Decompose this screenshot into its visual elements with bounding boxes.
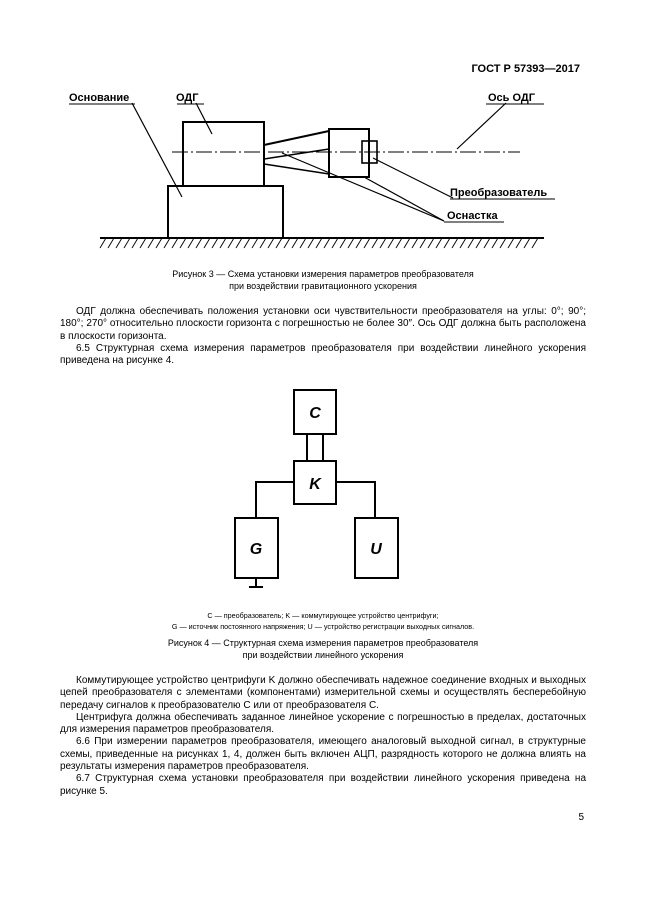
hatch-stroke [524, 238, 530, 248]
hatch-stroke [252, 238, 258, 248]
hatch-stroke [148, 238, 154, 248]
hatch-stroke [436, 238, 442, 248]
converter-leader [373, 158, 453, 198]
legend-line1: C — преобразователь; K — коммутирующее устройство центрифуги; [207, 611, 439, 620]
hatch-stroke [364, 238, 370, 248]
hatch-stroke [284, 238, 290, 248]
figure-4-diagram [0, 380, 646, 600]
hatch-stroke [468, 238, 474, 248]
hatch-stroke [348, 238, 354, 248]
fixture-line-top [264, 131, 329, 145]
link-k-g [256, 482, 294, 518]
hatch-stroke [412, 238, 418, 248]
hatch-stroke [340, 238, 346, 248]
ground-hatching [100, 238, 538, 248]
hatch-stroke [316, 238, 322, 248]
hatch-stroke [172, 238, 178, 248]
legend-line2: G — источник постоянного напряжения; U — устройство регистрации выходных сигналов. [171, 622, 475, 631]
hatch-stroke [212, 238, 218, 248]
hatch-stroke [372, 238, 378, 248]
hatch-stroke [164, 238, 170, 248]
hatch-stroke [356, 238, 362, 248]
standard-header: ГОСТ Р 57393—2017 [471, 63, 580, 75]
figure-3-caption [0, 268, 646, 292]
axis-label: Ось ОДГ [488, 92, 535, 104]
hatch-stroke [532, 238, 538, 248]
hatch-stroke [308, 238, 314, 248]
odg-leader [196, 103, 212, 134]
figure-4-legend [0, 610, 646, 632]
odg-label: ОДГ [176, 92, 199, 104]
base-label: Основание [69, 92, 130, 104]
hatch-stroke [500, 238, 506, 248]
hatch-stroke [476, 238, 482, 248]
hatch-stroke [324, 238, 330, 248]
hatch-stroke [140, 238, 146, 248]
hatch-stroke [516, 238, 522, 248]
fixture-block [329, 129, 369, 177]
paragraph: 6.5 Структурная схема измерения параметров преобразователя при воздействии линейного ускорения приведена на рисунке 4. [60, 342, 586, 367]
hatch-stroke [428, 238, 434, 248]
hatch-stroke [156, 238, 162, 248]
paragraph: ОДГ должна обеспечивать положения установки оси чувствительности преобразователя на углы: 0°; 90°; 180°; 270° относительно плоскости горизонта с погрешностью не более 30″. Ось ОДГ должна быть расположена в плоскости горизонта. [60, 306, 586, 342]
text-block-1 [60, 306, 586, 367]
base-leader [132, 103, 182, 197]
paragraph: 6.7 Структурная схема установки преобразователя при воздействии линейного ускорения приведена на рисунке 5. [60, 773, 586, 797]
block-g-label: G [249, 541, 263, 558]
figure-4-caption-line1: Рисунок 4 — Структурная схема измерения параметров преобразователя [167, 638, 479, 648]
hatch-stroke [260, 238, 266, 248]
hatch-stroke [244, 238, 250, 248]
fixture-label: Оснастка [447, 210, 498, 222]
fixture-leader-1 [364, 177, 444, 221]
hatch-stroke [460, 238, 466, 248]
axis-leader [457, 103, 506, 149]
text-block-2 [60, 675, 586, 798]
figure-4-caption [0, 637, 646, 661]
paragraph: Центрифуга должна обеспечивать заданное линейное ускорение с погрешностью в пределах, достаточных для измерения параметров преобразователя. [60, 711, 586, 736]
figure-4-caption-line2: при воздействии линейного ускорения [242, 650, 404, 660]
hatch-stroke [380, 238, 386, 248]
hatch-stroke [404, 238, 410, 248]
hatch-stroke [124, 238, 130, 248]
hatch-stroke [276, 238, 282, 248]
hatch-stroke [484, 238, 490, 248]
hatch-stroke [180, 238, 186, 248]
hatch-stroke [508, 238, 514, 248]
hatch-stroke [228, 238, 234, 248]
hatch-stroke [100, 238, 106, 248]
hatch-stroke [188, 238, 194, 248]
block-k-label: K [309, 476, 321, 493]
hatch-stroke [332, 238, 338, 248]
hatch-stroke [420, 238, 426, 248]
block-u-label: U [370, 541, 382, 558]
hatch-stroke [292, 238, 298, 248]
fixture-line-mid [264, 149, 329, 159]
hatch-stroke [268, 238, 274, 248]
hatch-stroke [300, 238, 306, 248]
hatch-stroke [396, 238, 402, 248]
paragraph: 6.6 При измерении параметров преобразователя, имеющего аналоговый выходной сигнал, в структурные схемы, приведенные на рисунках 1, 4, должен быть включен АЦП, разрядность которого не должна влиять на результаты измерения параметров преобразователя. [60, 736, 586, 773]
hatch-stroke [236, 238, 242, 248]
hatch-stroke [204, 238, 210, 248]
hatch-stroke [116, 238, 122, 248]
hatch-stroke [452, 238, 458, 248]
converter-label: Преобразователь [450, 187, 548, 199]
hatch-stroke [108, 238, 114, 248]
hatch-stroke [388, 238, 394, 248]
hatch-stroke [492, 238, 498, 248]
hatch-stroke [132, 238, 138, 248]
hatch-stroke [196, 238, 202, 248]
page-number: 5 [578, 812, 584, 823]
block-c-label: C [309, 405, 321, 422]
paragraph: Коммутирующее устройство центрифуги K должно обеспечивать надежное соединение входных и выходных цепей преобразователя с элементами (компонентами) измерительной схемы и осуществлять бесперебойную передачу сигналов к преобразователю C или от преобразователя C. [60, 675, 586, 711]
link-k-u [336, 482, 375, 518]
base-block [168, 186, 283, 238]
figure-3-diagram [0, 0, 646, 270]
hatch-stroke [220, 238, 226, 248]
hatch-stroke [444, 238, 450, 248]
figure-3-caption-line2: при воздействии гравитационного ускорения [229, 281, 417, 291]
figure-3-caption-line1: Рисунок 3 — Схема установки измерения параметров преобразователя [172, 269, 474, 279]
odg-block [183, 122, 264, 186]
